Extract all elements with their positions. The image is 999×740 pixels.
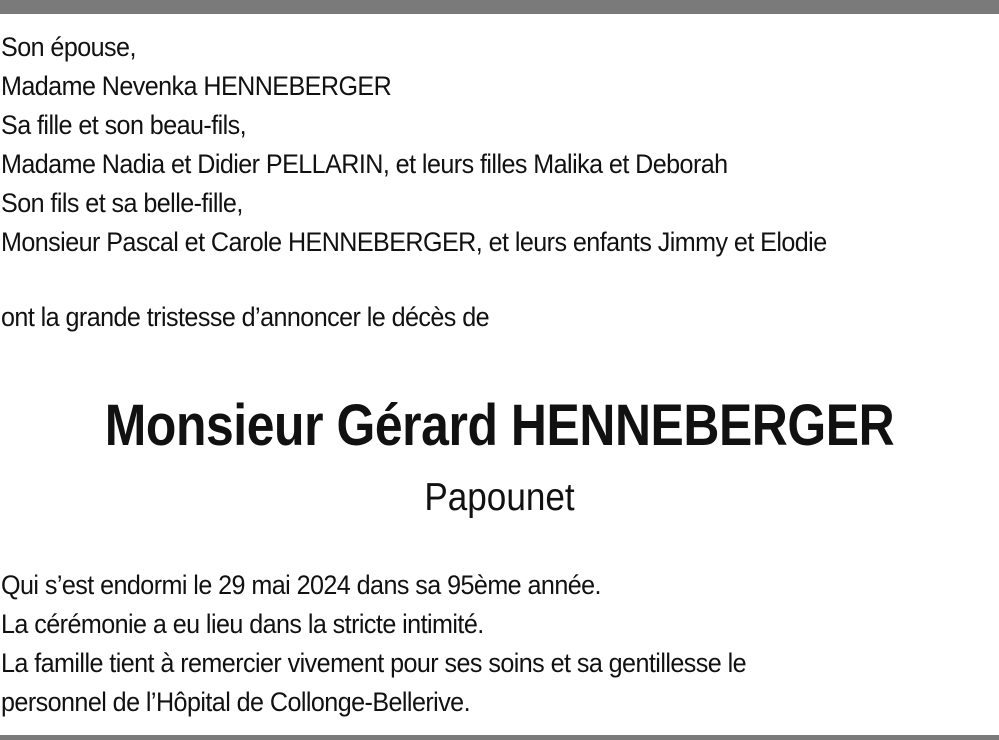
- family-list: [1, 28, 996, 262]
- family-line: Sa fille et son beau-fils,: [1, 110, 247, 140]
- announcement-text: ont la grande tristesse d’annoncer le décès de: [1, 302, 490, 332]
- deceased-nickname: Papounet: [424, 476, 575, 519]
- top-border-rule: [0, 0, 999, 14]
- family-line: Monsieur Pascal et Carole HENNEBERGER, et leurs enfants Jimmy et Elodie: [1, 227, 827, 257]
- bottom-border-rule: [0, 735, 999, 740]
- family-line: Son épouse,: [1, 32, 136, 62]
- closing-line: personnel de l’Hôpital de Collonge-Bellerive.: [1, 687, 471, 717]
- family-line: Madame Nevenka HENNEBERGER: [1, 71, 392, 101]
- closing-text: [1, 566, 996, 722]
- deceased-name: Monsieur Gérard HENNEBERGER: [104, 393, 895, 458]
- closing-line: La cérémonie a eu lieu dans la stricte intimité.: [1, 609, 484, 639]
- closing-line: La famille tient à remercier vivement pour ses soins et sa gentillesse le: [1, 648, 747, 678]
- family-line: Son fils et sa belle-fille,: [1, 188, 243, 218]
- announcement-block: [1, 298, 996, 337]
- family-line: Madame Nadia et Didier PELLARIN, et leurs filles Malika et Deborah: [1, 149, 728, 179]
- closing-line: Qui s’est endormi le 29 mai 2024 dans sa 95ème année.: [1, 570, 601, 600]
